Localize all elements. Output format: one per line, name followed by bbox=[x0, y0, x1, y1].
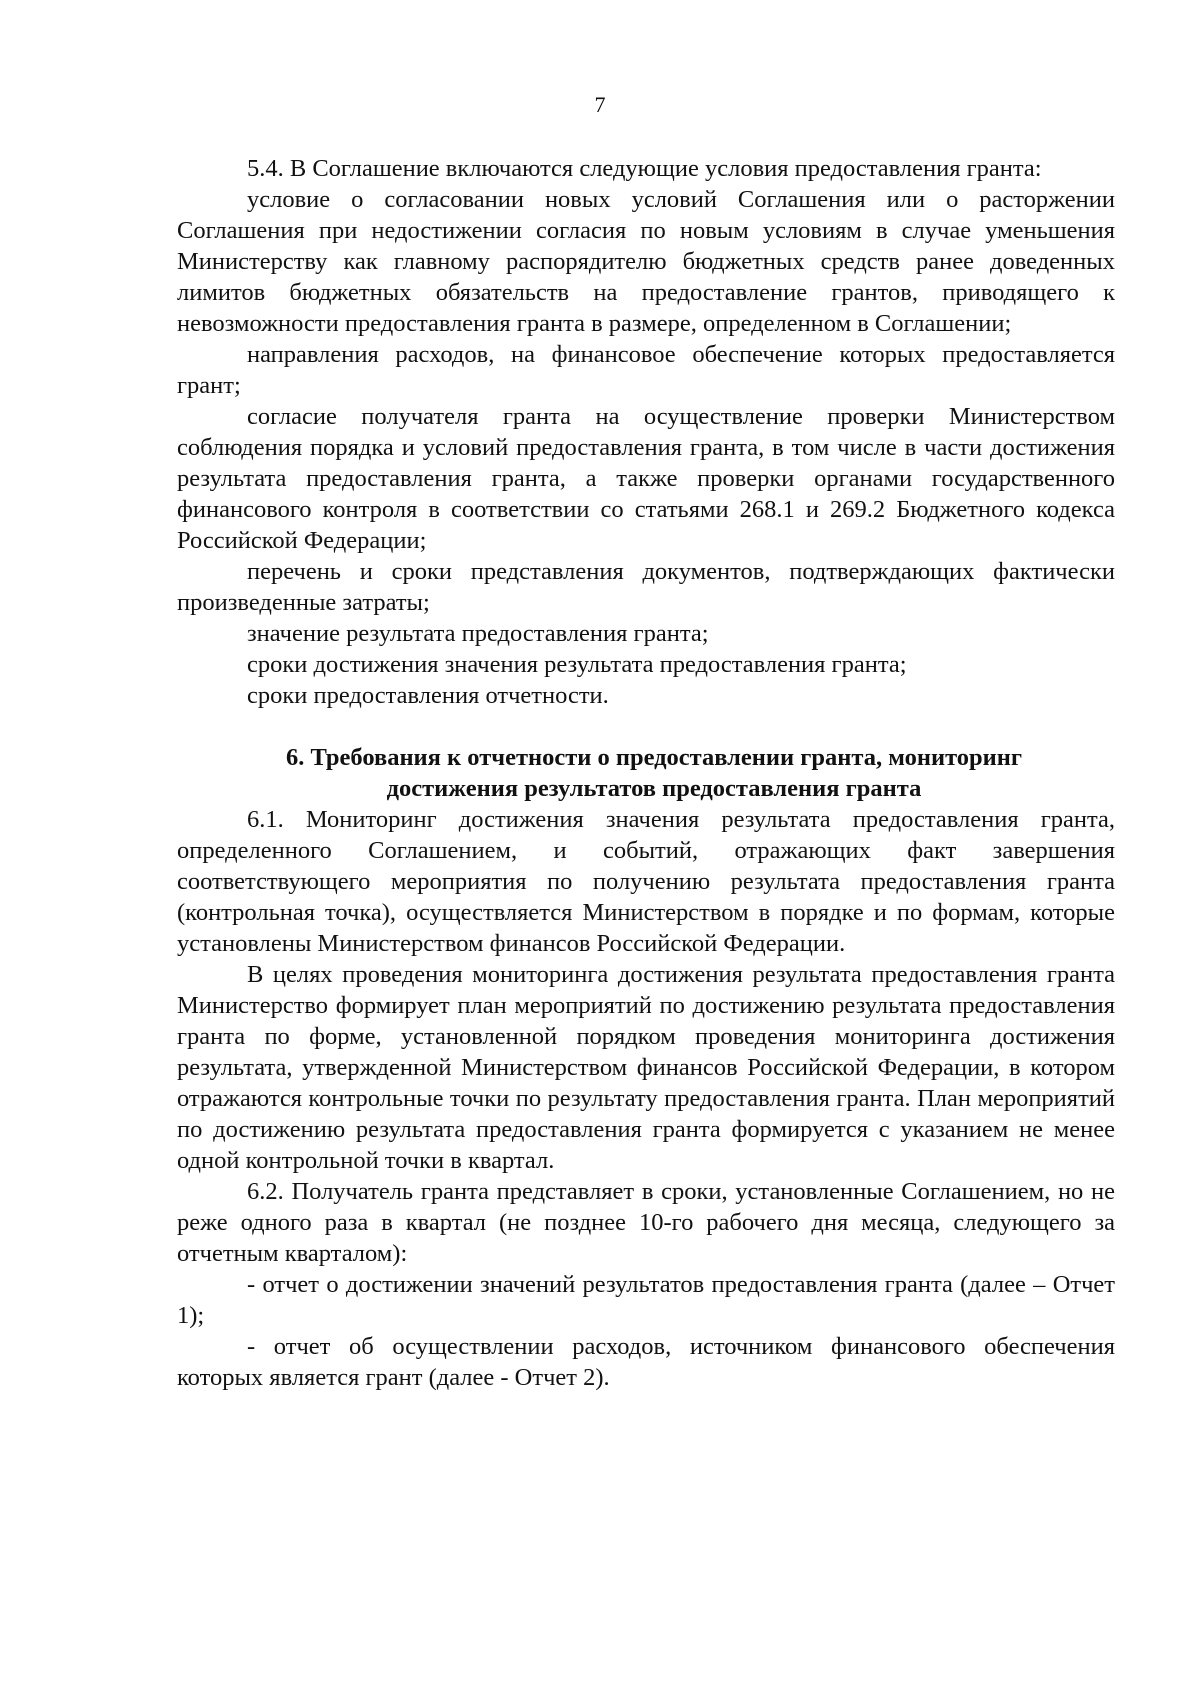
paragraph-condition-agreement: условие о согласовании новых условий Соглашения или о расторжении Соглашения при недостижении согласия по новым условиям в случае уменьшения Министерству как главному распорядителю бюджетных средств ранее доведенных лимитов бюджетных обязательств на предоставление грантов, приводящего к невозможности предоставления гранта в размере, определенном в Соглашении; bbox=[177, 186, 1115, 337]
paragraph-reporting-deadlines: сроки предоставления отчетности. bbox=[247, 682, 609, 709]
document-body bbox=[177, 153, 1115, 1393]
paragraph-result-value: значение результата предоставления гранта; bbox=[247, 620, 709, 647]
paragraph-5-4: 5.4. В Соглашение включаются следующие условия предоставления гранта: bbox=[247, 155, 1042, 182]
paragraph-6-1: 6.1. Мониторинг достижения значения результата предоставления гранта, определенного Соглашением, и событий, отражающих факт завершения соответствующего мероприятия по получению результата предоставления гранта (контрольная точка), осуществляется Министерством в порядке и по формам, которые установлены Министерством финансов Российской Федерации. bbox=[177, 806, 1115, 957]
paragraph-consent-inspection: согласие получателя гранта на осуществление проверки Министерством соблюдения порядка и условий предоставления гранта, в том числе в части достижения результата предоставления гранта, а также проверки органами государственного финансового контроля в соответствии со статьями 268.1 и 269.2 Бюджетного кодекса Российской Федерации; bbox=[177, 403, 1115, 554]
paragraph-result-deadlines: сроки достижения значения результата предоставления гранта; bbox=[247, 651, 907, 678]
paragraph-report-1: - отчет о достижении значений результатов предоставления гранта (далее – Отчет 1); bbox=[177, 1271, 1115, 1329]
section-6-heading bbox=[177, 742, 1115, 804]
section-6-heading-line-2: достижения результатов предоставления гранта bbox=[386, 775, 922, 802]
paragraph-6-2: 6.2. Получатель гранта представляет в сроки, установленные Соглашением, но не реже одного раза в квартал (не позднее 10-го рабочего дня месяца, следующего за отчетным кварталом): bbox=[177, 1178, 1115, 1267]
paragraph-report-2: - отчет об осуществлении расходов, источником финансового обеспечения которых является грант (далее - Отчет 2). bbox=[177, 1333, 1115, 1391]
paragraph-documents-list: перечень и сроки представления документов, подтверждающих фактически произведенные затраты; bbox=[177, 558, 1115, 616]
section-6-heading-line-1: 6. Требования к отчетности о предоставлении гранта, мониторинг bbox=[285, 744, 1023, 771]
paragraph-monitoring-plan: В целях проведения мониторинга достижения результата предоставления гранта Министерство формирует план мероприятий по достижению результата предоставления гранта по форме, установленной порядком проведения мониторинга достижения результата, утвержденной Министерством финансов Российской Федерации, в котором отражаются контрольные точки по результату предоставления гранта. План мероприятий по достижению результата предоставления гранта формируется с указанием не менее одной контрольной точки в квартал. bbox=[177, 961, 1115, 1174]
paragraph-expense-directions: направления расходов, на финансовое обеспечение которых предоставляется грант; bbox=[177, 341, 1115, 399]
page-number: 7 bbox=[594, 92, 606, 117]
